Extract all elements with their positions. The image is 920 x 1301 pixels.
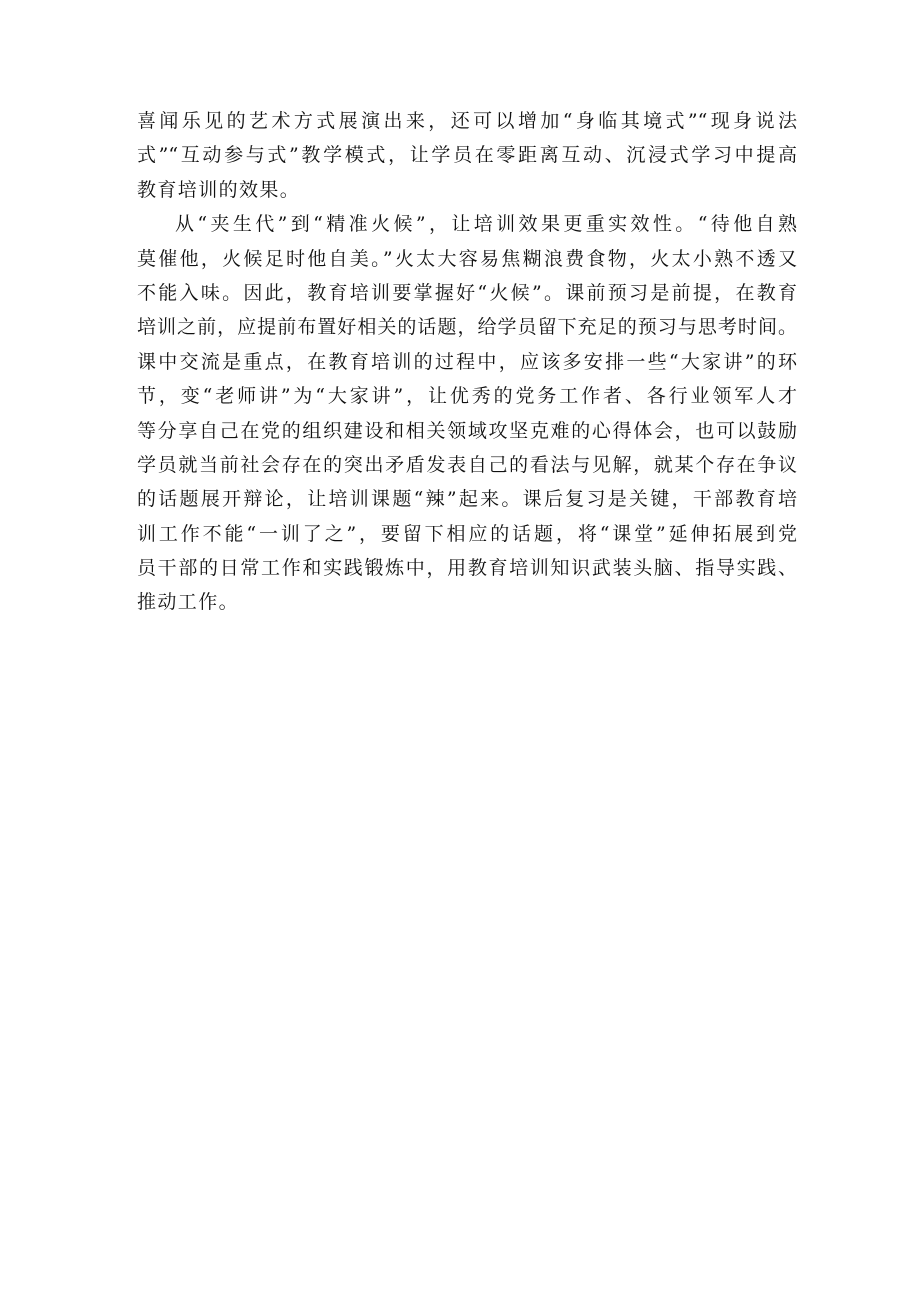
paragraph-2-line-11: 员干部的日常工作和实践锻炼中，用教育培训知识武装头脑、指导实践、 — [137, 557, 797, 580]
paragraph-1-line-2: 式”“互动参与式”教学模式，让学员在零距离互动、沉浸式学习中提高 — [137, 144, 797, 167]
paragraph-2-line-4: 培训之前，应提前布置好相关的话题，给学员留下充足的预习与思考时间。 — [137, 316, 797, 339]
paragraph-2-line-10: 训工作不能“一训了之”，要留下相应的话题，将“课堂”延伸拓展到党 — [137, 522, 797, 545]
paragraph-2-line-12: 推动工作。 — [137, 591, 240, 614]
paragraph-2-line-7: 等分享自己在党的组织建设和相关领域攻坚克难的心得体会，也可以鼓励 — [137, 419, 797, 442]
paragraph-2-line-6: 节，变“老师讲”为“大家讲”，让优秀的党务工作者、各行业领军人才 — [137, 385, 797, 408]
paragraph-2-line-5: 课中交流是重点，在教育培训的过程中，应该多安排一些“大家讲”的环 — [137, 350, 797, 373]
paragraph-2-line-2: 莫催他，火候足时他自美。”火太大容易焦糊浪费食物，火太小熟不透又 — [137, 247, 797, 270]
paragraph-2-line-8: 学员就当前社会存在的突出矛盾发表自己的看法与见解，就某个存在争议 — [137, 453, 797, 476]
paragraph-2-line-9: 的话题展开辩论，让培训课题“辣”起来。课后复习是关键，干部教育培 — [137, 488, 797, 511]
paragraph-1-line-1: 喜闻乐见的艺术方式展演出来，还可以增加“身临其境式”“现身说法 — [137, 110, 797, 132]
paragraph-1-line-3: 教育培训的效果。 — [137, 178, 301, 201]
document-body — [137, 104, 797, 620]
paragraph-2-line-1: 从“夹生代”到“精准火候”，让培训效果更重实效性。“待他自熟 — [175, 213, 797, 236]
paragraph-2-line-3: 不能入味。因此，教育培训要掌握好“火候”。课前预习是前提，在教育 — [137, 281, 797, 304]
